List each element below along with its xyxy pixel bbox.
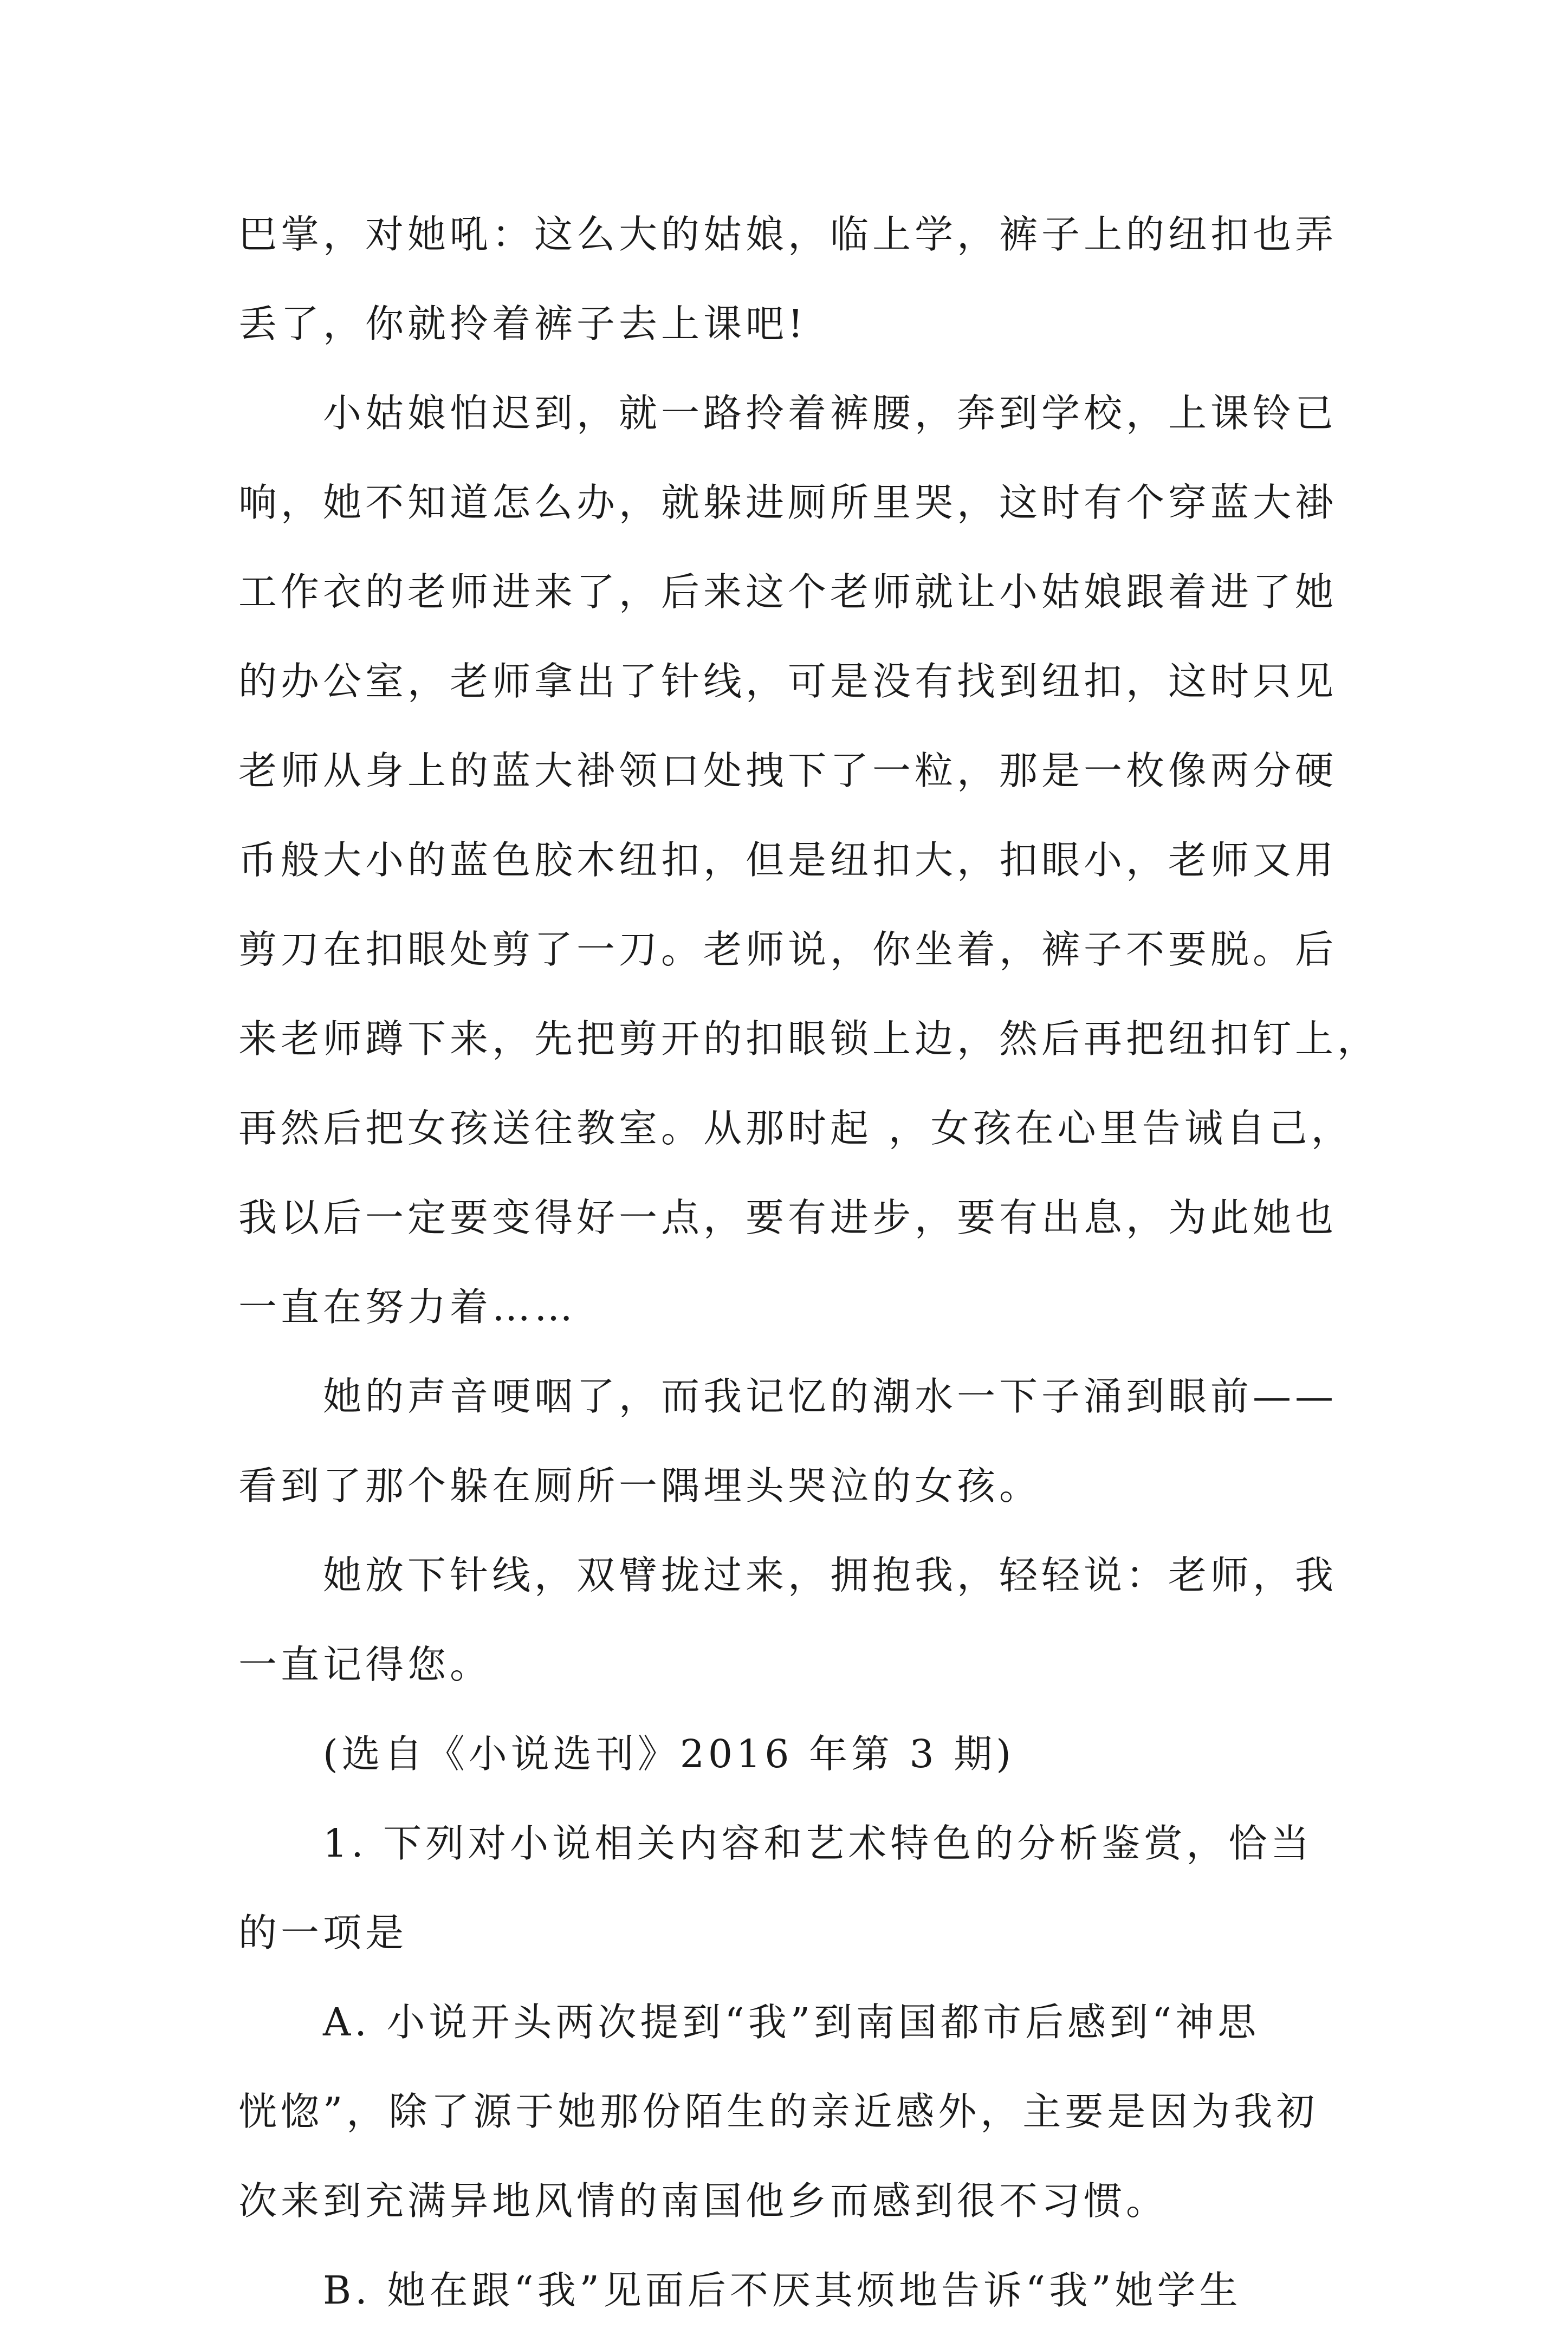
source-citation xyxy=(238,1709,1338,1799)
text-line: 一直在努力着…… xyxy=(238,1285,577,1329)
text-line: 剪刀在扣眼处剪了一刀。老师说，你坐着，裤子不要脱。后 xyxy=(238,927,1338,972)
paragraph-teacher-story xyxy=(238,368,1380,1352)
text-line: 的一项是 xyxy=(238,1910,408,1955)
text-line: 老师从身上的蓝大褂领口处拽下了一粒，那是一枚像两分硬 xyxy=(238,748,1338,793)
text-line: (选自《小说选刊》2016 年第 3 期) xyxy=(323,1731,1015,1776)
option-b xyxy=(238,2246,1338,2335)
option-a xyxy=(238,1977,1338,2246)
text-line: 丢了，你就拎着裤子去上课吧! xyxy=(238,301,807,346)
text-line: 小姑娘怕迟到，就一路拎着裤腰，奔到学校，上课铃已 xyxy=(323,391,1338,436)
text-line: 看到了那个躲在厕所一隅埋头哭泣的女孩。 xyxy=(238,1463,1042,1508)
text-line: 工作衣的老师进来了，后来这个老师就让小姑娘跟着进了她 xyxy=(238,569,1338,614)
text-line: 币般大小的蓝色胶木纽扣，但是纽扣大，扣眼小，老师又用 xyxy=(238,838,1338,883)
text-line: B. 她在跟“我”见面后不厌其烦地告诉“我”她学生 xyxy=(323,2268,1242,2313)
text-line: 她的声音哽咽了，而我记忆的潮水一下子涌到眼前—— xyxy=(323,1374,1338,1419)
text-line: 再然后把女孩送往教室。从那时起 ，女孩在心里告诫自己， xyxy=(238,1106,1353,1151)
text-line: 次来到充满异地风情的南国他乡而感到很不习惯。 xyxy=(238,2178,1169,2223)
text-line: 我以后一定要变得好一点，要有进步，要有出息，为此她也 xyxy=(238,1195,1338,1240)
text-line: 一直记得您。 xyxy=(238,1642,493,1687)
text-line: 恍惚”，除了源于她那份陌生的亲近感外，主要是因为我初 xyxy=(238,2089,1319,2134)
text-line: 巴掌，对她吼：这么大的姑娘，临上学，裤子上的纽扣也弄 xyxy=(238,212,1338,257)
text-line: 来老师蹲下来，先把剪开的扣眼锁上边，然后再把纽扣钉上， xyxy=(238,1016,1380,1061)
paragraph-memory xyxy=(238,1352,1338,1530)
text-line: 的办公室，老师拿出了针线，可是没有找到纽扣，这时只见 xyxy=(238,659,1338,704)
paragraph-embrace xyxy=(238,1530,1338,1709)
text-line: 她放下针线，双臂拢过来，拥抱我，轻轻说：老师，我 xyxy=(323,1553,1338,1598)
body-text xyxy=(238,190,1380,2335)
text-line: A. 小说开头两次提到“我”到南国都市后感到“神思 xyxy=(323,2000,1260,2045)
text-line: 1. 下列对小说相关内容和艺术特色的分析鉴赏，恰当 xyxy=(323,1821,1313,1866)
paragraph-continued-scolding xyxy=(238,190,1338,368)
question-1-stem xyxy=(238,1799,1338,1977)
text-line: 响，她不知道怎么办，就躲进厕所里哭，这时有个穿蓝大褂 xyxy=(238,480,1338,525)
